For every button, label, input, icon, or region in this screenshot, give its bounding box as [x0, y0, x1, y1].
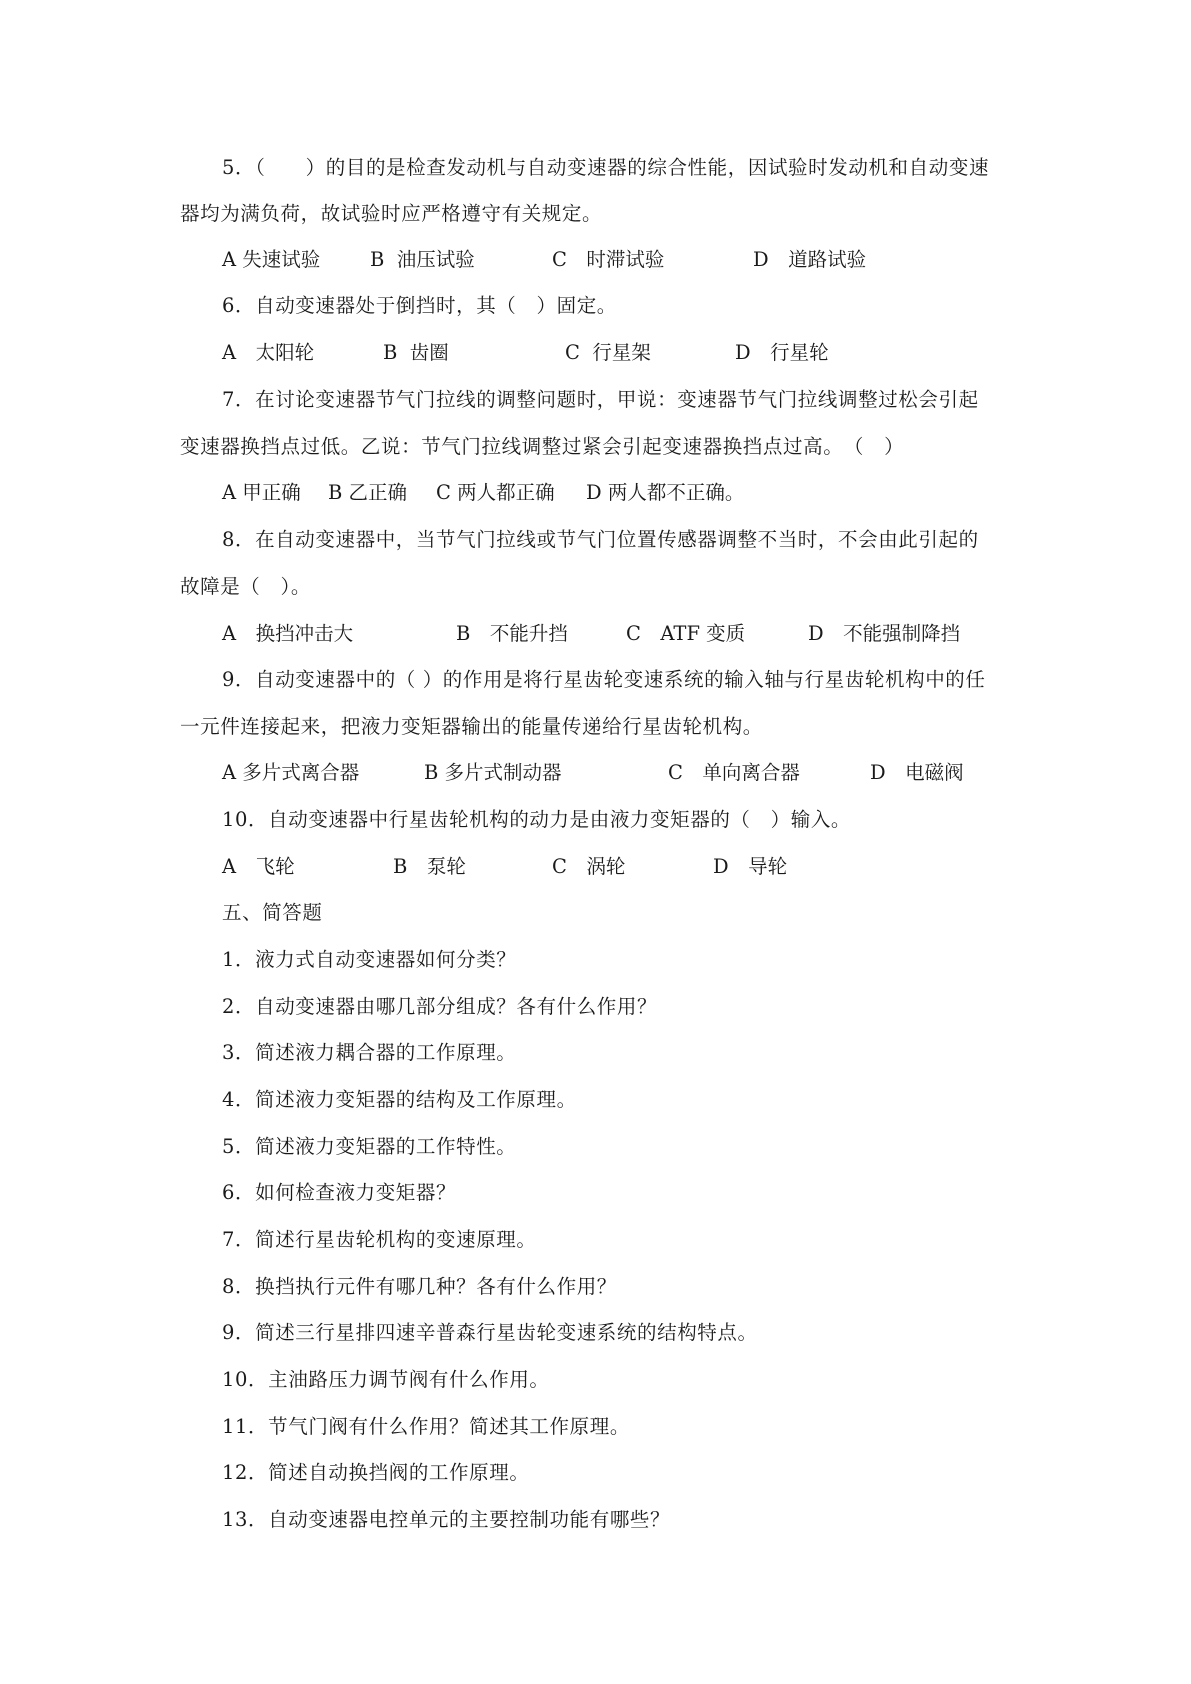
- option-a: A 失速试验: [222, 248, 321, 271]
- list-item: 1．液力式自动变速器如何分类？: [222, 948, 517, 971]
- option-d: D 行星轮: [735, 341, 829, 364]
- question-6-line-1: 6．自动变速器处于倒挡时，其（ ）固定。: [222, 294, 617, 317]
- option-b: B 油压试验: [370, 248, 475, 271]
- option-c: C 时滞试验: [552, 248, 665, 271]
- question-8-line-1: 8．在自动变速器中，当节气门拉线或节气门位置传感器调整不当时，不会由此引起的: [222, 528, 979, 551]
- option-a: A 甲正确: [222, 481, 301, 504]
- option-d: D 不能强制降挡: [808, 622, 961, 645]
- question-8-line-2: 故障是（ ）。: [180, 575, 311, 598]
- section-title: 五、简答题: [222, 901, 323, 924]
- option-b: B 乙正确: [328, 481, 408, 504]
- list-item: 6．如何检查液力变矩器？: [222, 1181, 457, 1204]
- question-7-line-1: 7．在讨论变速器节气门拉线的调整问题时，甲说：变速器节气门拉线调整过松会引起: [222, 388, 979, 411]
- list-item: 7．简述行星齿轮机构的变速原理。: [222, 1228, 537, 1251]
- question-9-line-2: 一元件连接起来，把液力变矩器输出的能量传递给行星齿轮机构。: [180, 715, 763, 738]
- list-item: 5．简述液力变矩器的工作特性。: [222, 1135, 517, 1158]
- option-b: B 不能升挡: [456, 622, 568, 645]
- option-c: C 涡轮: [552, 855, 626, 878]
- option-b: B 多片式制动器: [424, 761, 562, 784]
- question-7-line-2: 变速器换挡点过低。乙说：节气门拉线调整过紧会引起变速器换挡点过高。 （ ）: [180, 435, 905, 458]
- list-item: 2．自动变速器由哪几部分组成？各有什么作用？: [222, 995, 658, 1018]
- question-5-line-1: 5．（ ）的目的是检查发动机与自动变速器的综合性能，因试验时发动机和自动变速: [222, 156, 990, 179]
- question-10-line-1: 10．自动变速器中行星齿轮机构的动力是由液力变矩器的（ ）输入。: [222, 808, 852, 831]
- option-a: A 太阳轮: [222, 341, 315, 364]
- option-c: C 行星架: [565, 341, 651, 364]
- option-a: A 飞轮: [222, 855, 295, 878]
- question-5-line-2: 器均为满负荷，故试验时应严格遵守有关规定。: [180, 202, 603, 225]
- option-c: C 两人都正确: [436, 481, 555, 504]
- option-d: D 电磁阀: [870, 761, 964, 784]
- list-item: 4．简述液力变矩器的结构及工作原理。: [222, 1088, 577, 1111]
- list-item: 13．自动变速器电控单元的主要控制功能有哪些？: [222, 1508, 671, 1531]
- option-b: B 泵轮: [393, 855, 466, 878]
- option-c: C ATF 变质: [626, 622, 746, 645]
- option-a: A 换挡冲击大: [222, 622, 354, 645]
- list-item: 3．简述液力耦合器的工作原理。: [222, 1041, 517, 1064]
- option-d: D 导轮: [713, 855, 788, 878]
- list-item: 10．主油路压力调节阀有什么作用。: [222, 1368, 550, 1391]
- list-item: 11．节气门阀有什么作用？简述其工作原理。: [222, 1415, 630, 1438]
- list-item: 9．简述三行星排四速辛普森行星齿轮变速系统的结构特点。: [222, 1321, 758, 1344]
- option-d: D 道路试验: [753, 248, 867, 271]
- option-c: C 单向离合器: [668, 761, 800, 784]
- option-b: B 齿圈: [383, 341, 449, 364]
- question-9-line-1: 9．自动变速器中的（ ）的作用是将行星齿轮变速系统的输入轴与行星齿轮机构中的任: [222, 668, 986, 691]
- option-a: A 多片式离合器: [222, 761, 360, 784]
- list-item: 12．简述自动换挡阀的工作原理。: [222, 1461, 530, 1484]
- list-item: 8．换挡执行元件有哪几种？各有什么作用？: [222, 1275, 617, 1298]
- option-d: D 两人都不正确。: [586, 481, 745, 504]
